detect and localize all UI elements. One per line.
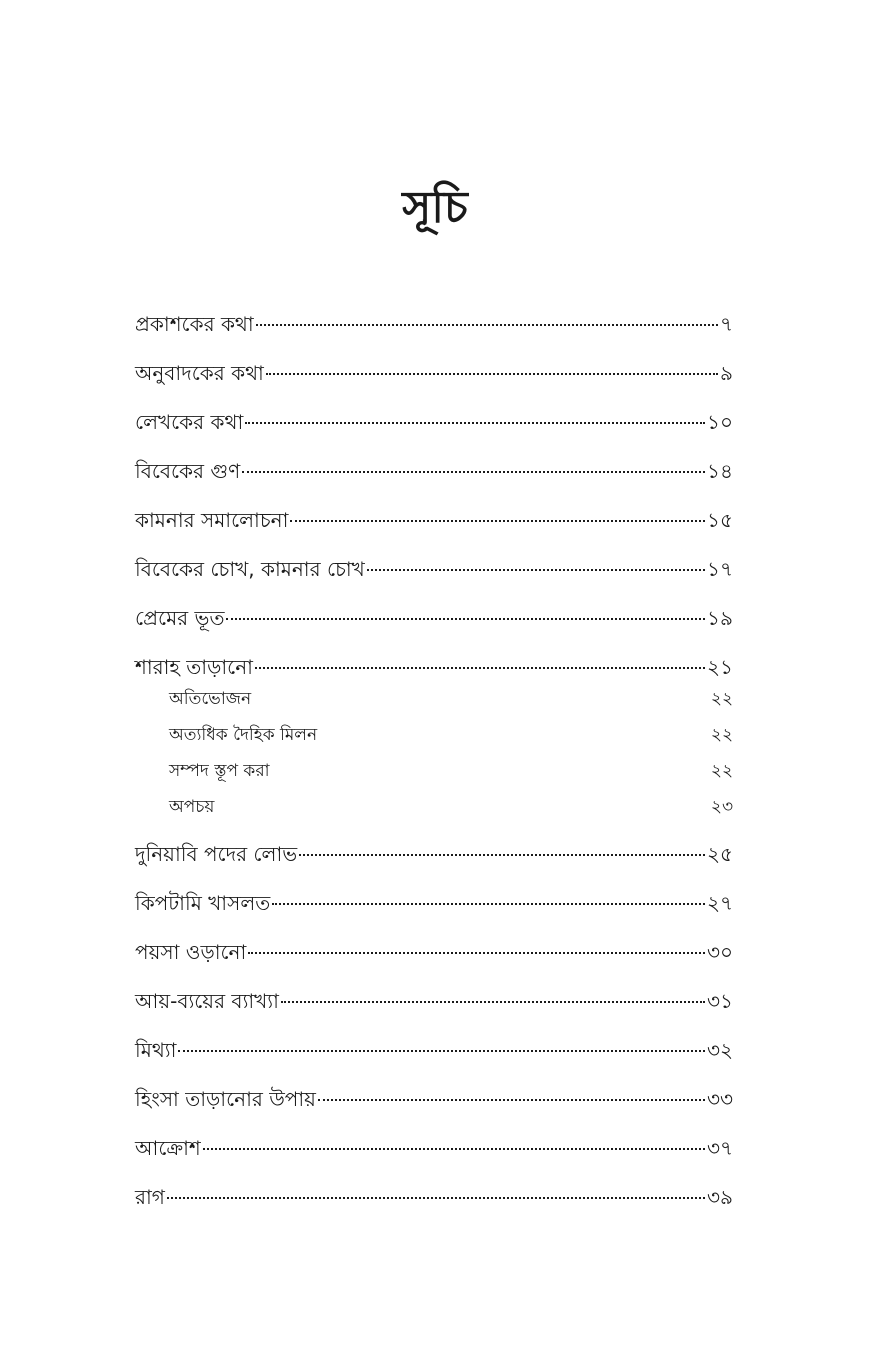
toc-leader-dots	[248, 952, 705, 954]
toc-leader-dots	[256, 324, 718, 326]
toc-subentry-title: অত্যধিক দৈহিক মিলন	[169, 725, 318, 745]
page-title: সূচি	[402, 182, 468, 233]
toc-subentry[interactable]	[135, 722, 733, 749]
toc-entry-page: ১৭	[707, 557, 733, 581]
toc-entry-title: কিপটামি খাসলত	[135, 891, 271, 915]
toc-entry-title: অনুবাদকের কথা	[135, 361, 264, 385]
toc-subentry[interactable]	[135, 686, 733, 713]
toc-entry-title: লেখকের কথা	[135, 410, 244, 434]
toc-entry-page: ৩১	[707, 989, 733, 1013]
toc-entry-title: বিবেকের গুণ	[135, 459, 241, 483]
toc-entry-page: ৩২	[706, 1038, 733, 1062]
toc-entry-page: ১০	[707, 410, 733, 434]
toc-subentry-page: ২২	[710, 689, 733, 709]
toc-entry[interactable]	[135, 1085, 733, 1113]
toc-entry[interactable]	[135, 555, 733, 583]
toc-leader-dots	[178, 1050, 705, 1052]
toc-entry-page: ৩০	[706, 940, 733, 964]
toc-entry-title: মিথ্যা	[135, 1038, 177, 1062]
toc-leader-dots	[266, 373, 718, 375]
toc-subentry[interactable]	[135, 758, 733, 785]
toc-entry-page: ৭	[719, 312, 733, 336]
toc-entry-title: প্রকাশকের কথা	[135, 312, 254, 336]
toc-leader-dots	[367, 569, 705, 571]
toc-entry[interactable]	[135, 653, 733, 681]
toc-leader-dots	[299, 854, 705, 856]
toc-subentry[interactable]	[135, 794, 733, 821]
toc-entry[interactable]	[135, 938, 733, 966]
toc-leader-dots	[226, 618, 705, 620]
toc-entry-page: ৯	[720, 361, 733, 385]
toc-entry[interactable]	[135, 359, 733, 387]
toc-entry-title: আয়-ব্যয়ের ব্যাখ্যা	[135, 989, 279, 1013]
toc-entry-page: ২১	[707, 655, 733, 679]
toc-entry-title: কামনার সমালোচনা	[135, 508, 289, 532]
toc-entry-title: শারাহ তাড়ানো	[135, 655, 253, 679]
toc-entry[interactable]	[135, 987, 733, 1015]
toc-subentry-page: ২২	[710, 725, 733, 745]
toc-leader-dots	[272, 903, 705, 905]
table-of-contents	[135, 310, 733, 1232]
toc-entry[interactable]	[135, 1134, 733, 1162]
toc-entry[interactable]	[135, 840, 733, 868]
toc-entry[interactable]	[135, 889, 733, 917]
toc-leader-dots	[245, 422, 705, 424]
toc-entry-title: পয়সা ওড়ানো	[135, 940, 247, 964]
toc-leader-dots	[167, 1197, 705, 1199]
toc-entry-page: ৩৩	[706, 1087, 733, 1111]
toc-entry-title: আক্রোশ	[135, 1136, 201, 1160]
toc-leader-dots	[281, 1001, 705, 1003]
toc-subentry-title: অপচয়	[169, 797, 215, 817]
toc-subentry-page: ২৩	[710, 797, 733, 817]
toc-entry[interactable]	[135, 310, 733, 338]
toc-subentry-title: অতিভোজন	[169, 689, 252, 709]
toc-entry-page: ১৯	[707, 606, 733, 630]
toc-leader-dots	[255, 667, 705, 669]
toc-entry-page: ১৪	[707, 459, 733, 483]
toc-entry-page: ১৫	[707, 508, 733, 532]
toc-entry[interactable]	[135, 1036, 733, 1064]
toc-entry[interactable]	[135, 1183, 733, 1211]
toc-entry-title: বিবেকের চোখ, কামনার চোখ	[135, 557, 365, 581]
toc-subentry-title: সম্পদ স্তূপ করা	[169, 761, 270, 781]
toc-leader-dots	[318, 1099, 705, 1101]
toc-entry-page: ২৭	[706, 891, 733, 915]
toc-entry[interactable]	[135, 408, 733, 436]
toc-entry[interactable]	[135, 604, 733, 632]
toc-entry[interactable]	[135, 506, 733, 534]
toc-entry-page: ৩৭	[706, 1136, 733, 1160]
toc-leader-dots	[203, 1148, 705, 1150]
toc-subentry-page: ২২	[710, 761, 733, 781]
toc-leader-dots	[290, 520, 705, 522]
toc-entry-title: রাগ	[135, 1185, 165, 1209]
toc-entry-title: দুনিয়াবি পদের লোভ	[135, 842, 298, 866]
toc-entry-page: ২৫	[707, 842, 733, 866]
toc-entry-title: হিংসা তাড়ানোর উপায়	[135, 1087, 316, 1111]
toc-entry-page: ৩৯	[707, 1185, 733, 1209]
toc-entry-title: প্রেমের ভূত	[135, 606, 225, 630]
toc-leader-dots	[242, 471, 705, 473]
toc-entry[interactable]	[135, 457, 733, 485]
